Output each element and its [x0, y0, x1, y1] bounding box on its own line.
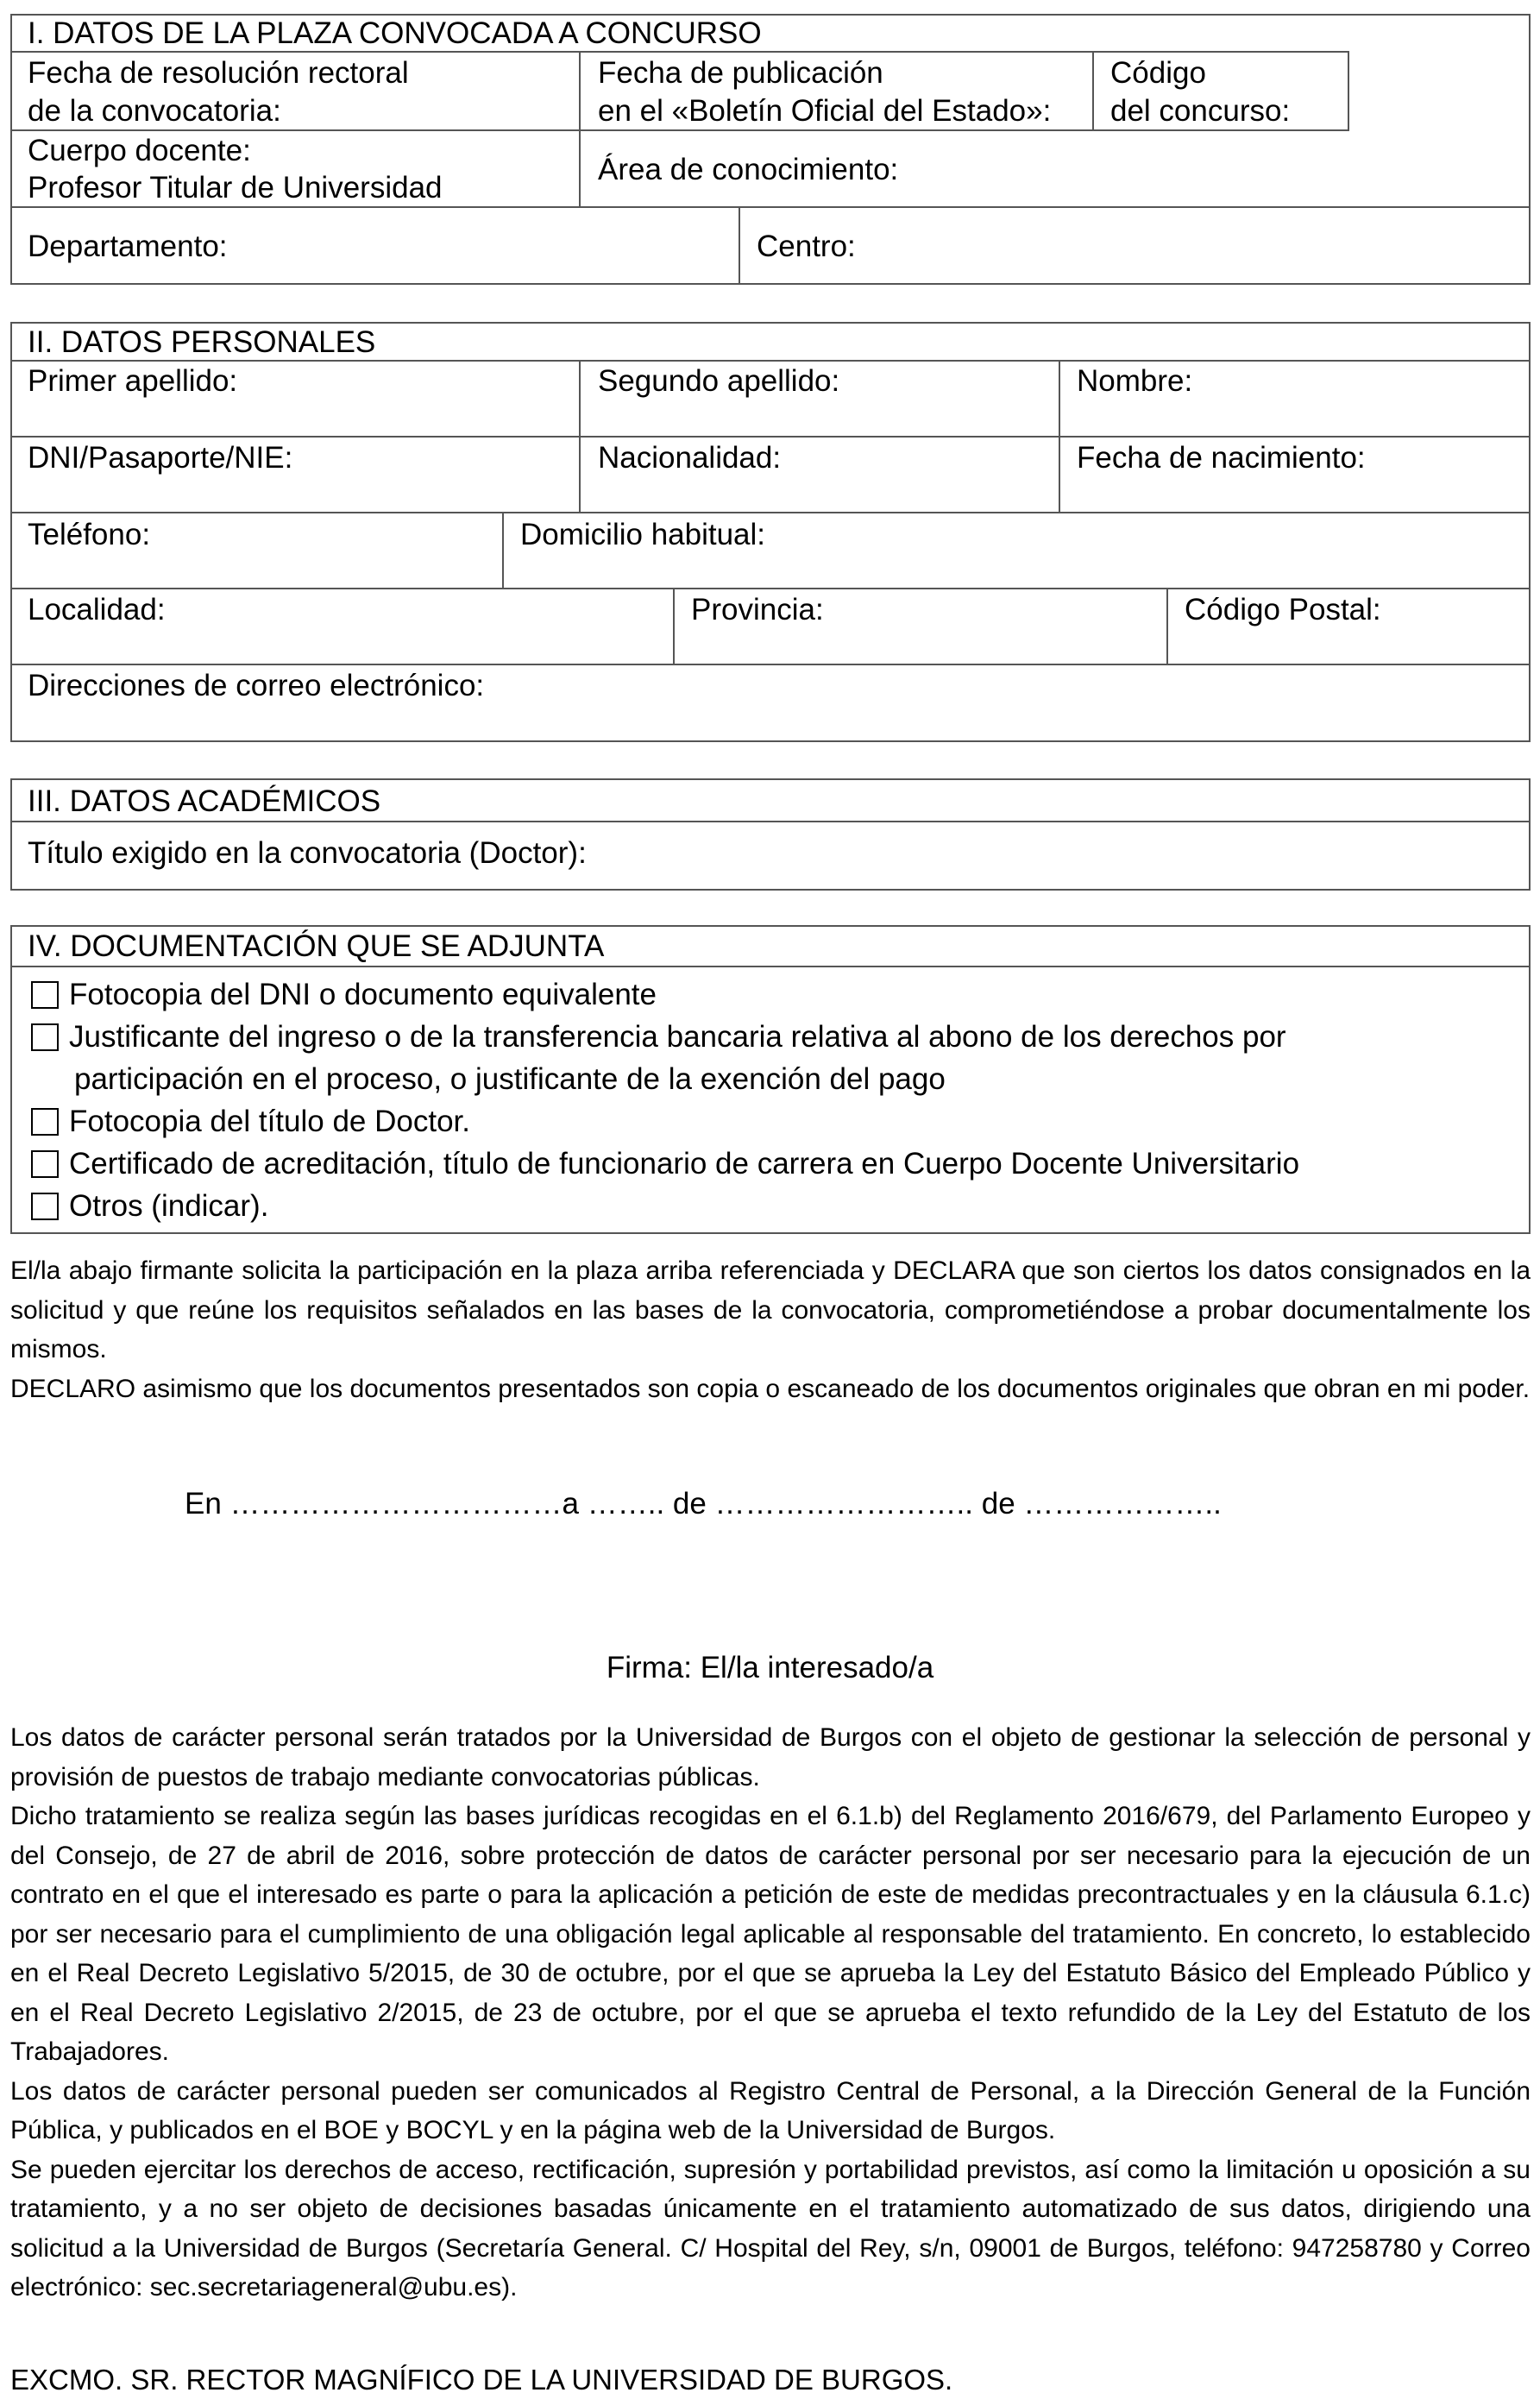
divider	[10, 436, 1531, 438]
declaration-paragraph: El/la abajo firmante solicita la participación en la plaza arriba referenciada y DECLARA que son ciertos los datos consignados en la solicitud y que reúne los requisitos señalados en las bases de la convocatoria, comprometiéndose a probar documentalmente los mismos.	[10, 1256, 1531, 1363]
fecha-resolucion-label: de la convocatoria:	[28, 94, 281, 128]
section-title: III. DATOS ACADÉMICOS	[28, 784, 381, 818]
place-date-line: En ……………………………a …….. de …………………….. de ………………..	[185, 1487, 1222, 1521]
checkbox-certificado[interactable]	[31, 1150, 59, 1178]
codigo-concurso-label: Código	[1110, 56, 1206, 90]
telefono-label: Teléfono:	[28, 518, 151, 551]
privacy-paragraph: Los datos de carácter personal serán tratados por la Universidad de Burgos con el objeto de gestionar la selección de personal y provisión de puestos de trabajo mediante convocatorias públicas.	[10, 1723, 1531, 1791]
checkbox-label: Fotocopia del DNI o documento equivalente	[69, 978, 657, 1011]
titulo-exigido-label: Título exigido en la convocatoria (Doctor):	[28, 836, 587, 870]
departamento-label: Departamento:	[28, 230, 228, 263]
fecha-publicacion-label: Fecha de publicación	[598, 56, 883, 90]
correo-label: Direcciones de correo electrónico:	[28, 669, 485, 702]
codigo-postal-label: Código Postal:	[1185, 593, 1381, 627]
checkbox-justificante[interactable]	[31, 1023, 59, 1051]
area-conocimiento-label: Área de conocimiento:	[598, 153, 899, 186]
privacy-paragraph: Los datos de carácter personal pueden ser comunicados al Registro Central de Personal, a la Dirección General de la Función Pública, y publicados en el BOE y BOCYL y en la página web de la Universidad de Burgos.	[10, 2076, 1531, 2144]
cuerpo-docente-value: Profesor Titular de Universidad	[28, 171, 443, 205]
privacy-paragraph: Dicho tratamiento se realiza según las bases jurídicas recogidas en el 6.1.b) del Reglamento 2016/679, del Parlamento Europeo y del Consejo, de 27 de abril de 2016, sobre protección de datos de carácter personal por ser necesario para la ejecución de un contrato en el que el interesado es parte o para la aplicación a petición de este de medidas precontractuales y en la cláusula 6.1.c) por ser necesario para el cumplimiento de una obligación legal aplicable al responsable del tratamiento. En concreto, lo establecido en el Real Decreto Legislativo 5/2015, de 30 de octubre, por el que se aprueba la Ley del Estatuto Básico del Empleado Público y en el Real Decreto Legislativo 2/2015, de 23 de octubre, por el que se aprueba el texto refundido de la Ley del Estatuto de los Trabajadores.	[10, 1802, 1531, 2066]
divider	[1166, 588, 1168, 664]
domicilio-label: Domicilio habitual:	[520, 518, 766, 551]
fecha-publicacion-label: en el «Boletín Oficial del Estado»:	[598, 94, 1052, 128]
divider	[10, 821, 1531, 822]
checkbox-label: participación en el proceso, o justificante de la exención del pago	[74, 1062, 946, 1096]
primer-apellido-label: Primer apellido:	[28, 364, 238, 398]
divider	[579, 51, 581, 206]
fecha-resolucion-label: Fecha de resolución rectoral	[28, 56, 409, 90]
declaration-text	[10, 1251, 1531, 1408]
checkbox-label: Fotocopia del título de Doctor.	[69, 1105, 470, 1138]
section-title: II. DATOS PERSONALES	[28, 325, 376, 359]
checkbox-otros[interactable]	[31, 1193, 59, 1220]
nacionalidad-label: Nacionalidad:	[598, 441, 782, 475]
codigo-concurso-label: del concurso:	[1110, 94, 1291, 128]
divider	[673, 588, 675, 664]
divider	[1348, 51, 1349, 130]
divider	[1092, 51, 1094, 130]
divider	[10, 664, 1531, 665]
fecha-nacimiento-label: Fecha de nacimiento:	[1077, 441, 1366, 475]
segundo-apellido-label: Segundo apellido:	[598, 364, 840, 398]
privacy-text	[10, 1718, 1531, 2308]
addressee: EXCMO. SR. RECTOR MAGNÍFICO DE LA UNIVERSIDAD DE BURGOS.	[10, 2364, 953, 2396]
localidad-label: Localidad:	[28, 593, 166, 627]
section-title: I. DATOS DE LA PLAZA CONVOCADA A CONCURSO	[28, 16, 762, 50]
section-title: IV. DOCUMENTACIÓN QUE SE ADJUNTA	[28, 929, 605, 963]
divider	[10, 588, 1531, 589]
checkbox-label: Certificado de acreditación, título de funcionario de carrera en Cuerpo Docente Universitario	[69, 1147, 1300, 1181]
nombre-label: Nombre:	[1077, 364, 1193, 398]
provincia-label: Provincia:	[691, 593, 824, 627]
dni-label: DNI/Pasaporte/NIE:	[28, 441, 293, 475]
checkbox-label: Justificante del ingreso o de la transferencia bancaria relativa al abono de los derechos por	[69, 1020, 1286, 1054]
divider	[10, 512, 1531, 513]
checkbox-dni[interactable]	[31, 981, 59, 1009]
divider	[502, 512, 504, 589]
checkbox-label: Otros (indicar).	[69, 1189, 269, 1223]
cuerpo-docente-label: Cuerpo docente:	[28, 134, 251, 167]
signature-label: Firma: El/la interesado/a	[606, 1651, 934, 1684]
divider	[739, 206, 740, 285]
checkbox-titulo-doctor[interactable]	[31, 1108, 59, 1136]
centro-label: Centro:	[757, 230, 856, 263]
privacy-paragraph: Se pueden ejercitar los derechos de acceso, rectificación, supresión y portabilidad previstos, así como la limitación u oposición a su tratamiento, y a no ser objeto de decisiones basadas únicamente en el tratamiento automatizado de sus datos, dirigiendo una solicitud a la Universidad de Burgos (Secretaría General. C/ Hospital del Rey, s/n, 09001 de Burgos, teléfono: 947258780 y Correo electrónico: sec.secretariageneral@ubu.es).	[10, 2155, 1531, 2301]
declaration-paragraph: DECLARO asimismo que los documentos presentados son copia o escaneado de los documentos originales que obran en mi poder.	[10, 1374, 1531, 1403]
divider	[10, 966, 1531, 967]
